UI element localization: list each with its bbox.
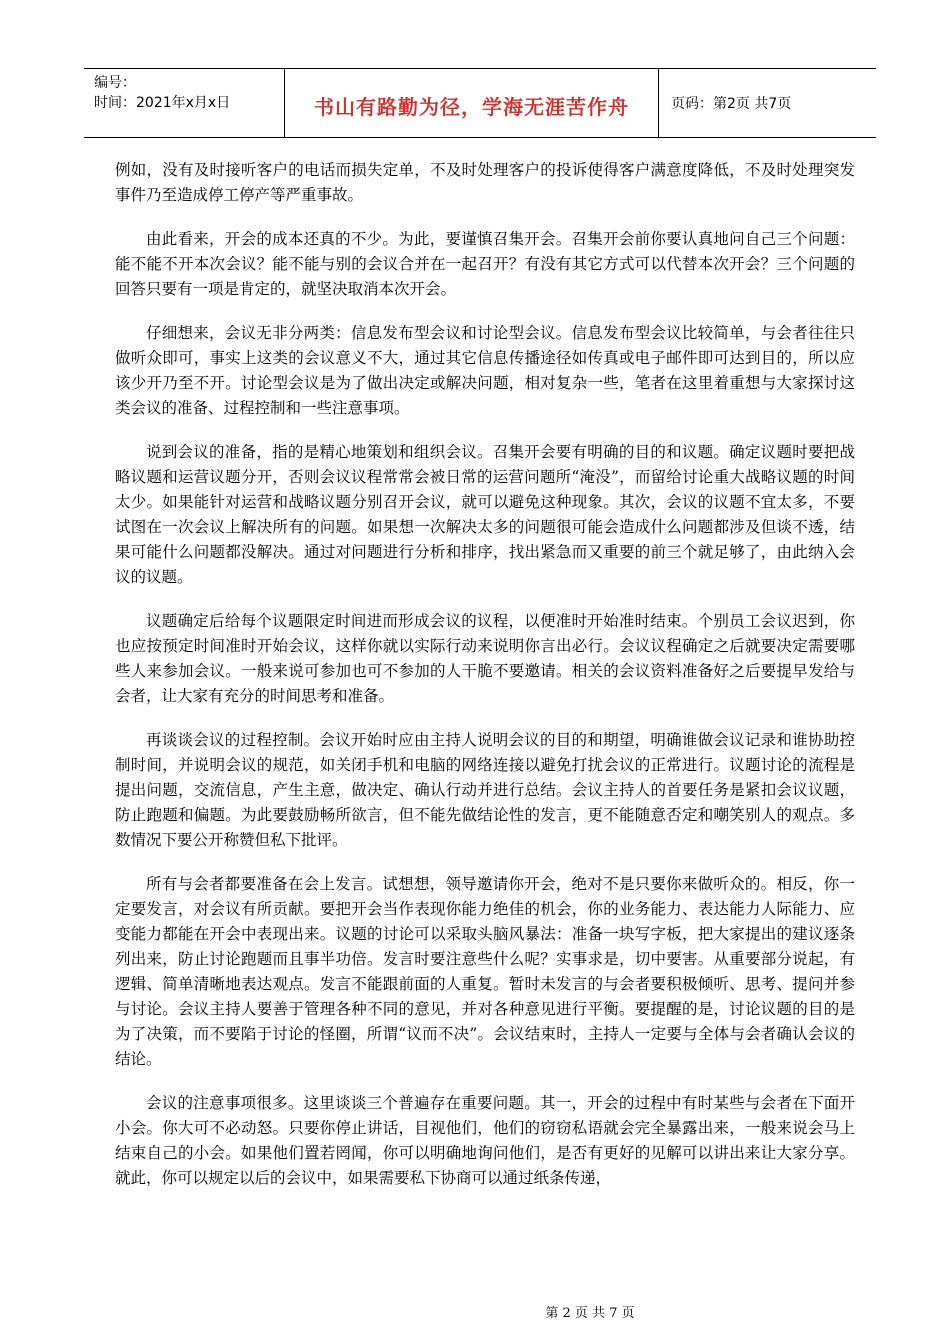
paragraph: 所有与会者都要准备在会上发言。试想想，领导邀请你开会，绝对不是只要你来做听众的。相反，你一定要发言，对会议有所贡献。要把开会当作表现你能力绝佳的机会，你的业务能力、表达能力人际能力、应变能力都能在开会中表现出来。议题的讨论可以采取头脑风暴法：准备一块写字板，把大家提出的建议逐条列出来，防止讨论跑题而且事半功倍。发言时要注意些什么呢？实事求是，切中要害。从重要部分说起，有逻辑、简单清晰地表达观点。发言不能跟前面的人重复。暂时未发言的与会者要积极倾听、思考、提问并参与讨论。会议主持人要善于管理各种不同的意见，并对各种意见进行平衡。要提醒的是，讨论议题的目的是为了决策，而不要陷于讨论的怪圈，所谓“议而不决”。会议结束时，主持人一定要与全体与会者确认会议的结论。 (115, 875, 855, 1068)
paragraph: 议题确定后给每个议题限定时间进而形成会议的议程，以便准时开始准时结束。个别员工会议迟到，你也应按预定时间准时开始会议，这样你就以实际行动来说明你言出必行。会议议程确定之后就要决定需要哪些人来参加会议。一般来说可参加也可不参加的人干脆不要邀请。相关的会议资料准备好之后要提早发给与会者，让大家有充分的时间思考和准备。 (115, 612, 855, 705)
paragraph: 由此看来，开会的成本还真的不少。为此，要谨慎召集开会。召集开会前你要认真地问自己三个问题：能不能不开本次会议？能不能与别的会议合并在一起召开？有没有其它方式可以代替本次开会？三个问题的回答只要有一项是肯定的，就坚决取消本次开会。 (115, 230, 855, 298)
header-page-info: 页码：第2页 共7页 (671, 96, 792, 112)
header-meta (84, 69, 285, 137)
header-motto: 书山有路勤为径，学海无涯苦作舟 (314, 95, 629, 119)
paragraph: 再谈谈会议的过程控制。会议开始时应由主持人说明会议的目的和期望，明确谁做会议记录和谁协助控制时间，并说明会议的规范，如关闭手机和电脑的网络连接以避免打扰会议的正常进行。议题讨论的流程是提出问题，交流信息，产生主意，做决定、确认行动并进行总结。会议主持人的首要任务是紧扣会议议题，防止跑题和偏题。为此要鼓励畅所欲言，但不能先做结论性的发言，更不能随意否定和嘲笑别人的观点。多数情况下要公开称赞但私下批评。 (115, 731, 855, 849)
paragraph: 会议的注意事项很多。这里谈谈三个普遍存在重要问题。其一，开会的过程中有时某些与会者在下面开小会。你大可不必动怒。只要你停止讲话，目视他们，他们的窃窃私语就会完全暴露出来，一般来说会马上结束自己的小会。如果他们置若罔闻，你可以明确地询问他们，是否有更好的见解可以讲出来让大家分享。就此，你可以规定以后的会议中，如果需要私下协商可以通过纸条传递， (115, 1094, 855, 1187)
header-motto-cell (285, 69, 659, 137)
page-footer: 第 2 页 共 7 页 (545, 1306, 635, 1321)
paragraph: 仔细想来，会议无非分两类：信息发布型会议和讨论型会议。信息发布型会议比较简单，与会者往往只做听众即可，事实上这类的会议意义不大，通过其它信息传播途径如传真或电子邮件即可达到目的，所以应该少开乃至不开。讨论型会议是为了做出决定或解决问题，相对复杂一些，笔者在这里着重想与大家探讨这类会议的准备、过程控制和一些注意事项。 (115, 324, 855, 417)
document-number-label: 编号： (94, 75, 136, 91)
document-body (115, 158, 855, 1210)
paragraph: 说到会议的准备，指的是精心地策划和组织会议。召集开会要有明确的目的和议题。确定议题时要把战略议题和运营议题分开，否则会议议程常常会被日常的运营问题所“淹没”，而留给讨论重大战略议题的时间太少。如果能针对运营和战略议题分别召开会议，就可以避免这种现象。其次，会议的议题不宜太多，不要试图在一次会议上解决所有的问题。如果想一次解决太多的问题很可能会造成什么问题都涉及但谈不透，结果可能什么问题都没解决。通过对问题进行分析和排序，找出紧急而又重要的前三个就足够了，由此纳入会议的议题。 (115, 443, 855, 586)
document-date: 时间：2021年x月x日 (94, 95, 231, 111)
page-header (84, 68, 876, 138)
paragraph: 例如，没有及时接听客户的电话而损失定单，不及时处理客户的投诉使得客户满意度降低，不及时处理突发事件乃至造成停工停产等严重事故。 (115, 161, 855, 204)
